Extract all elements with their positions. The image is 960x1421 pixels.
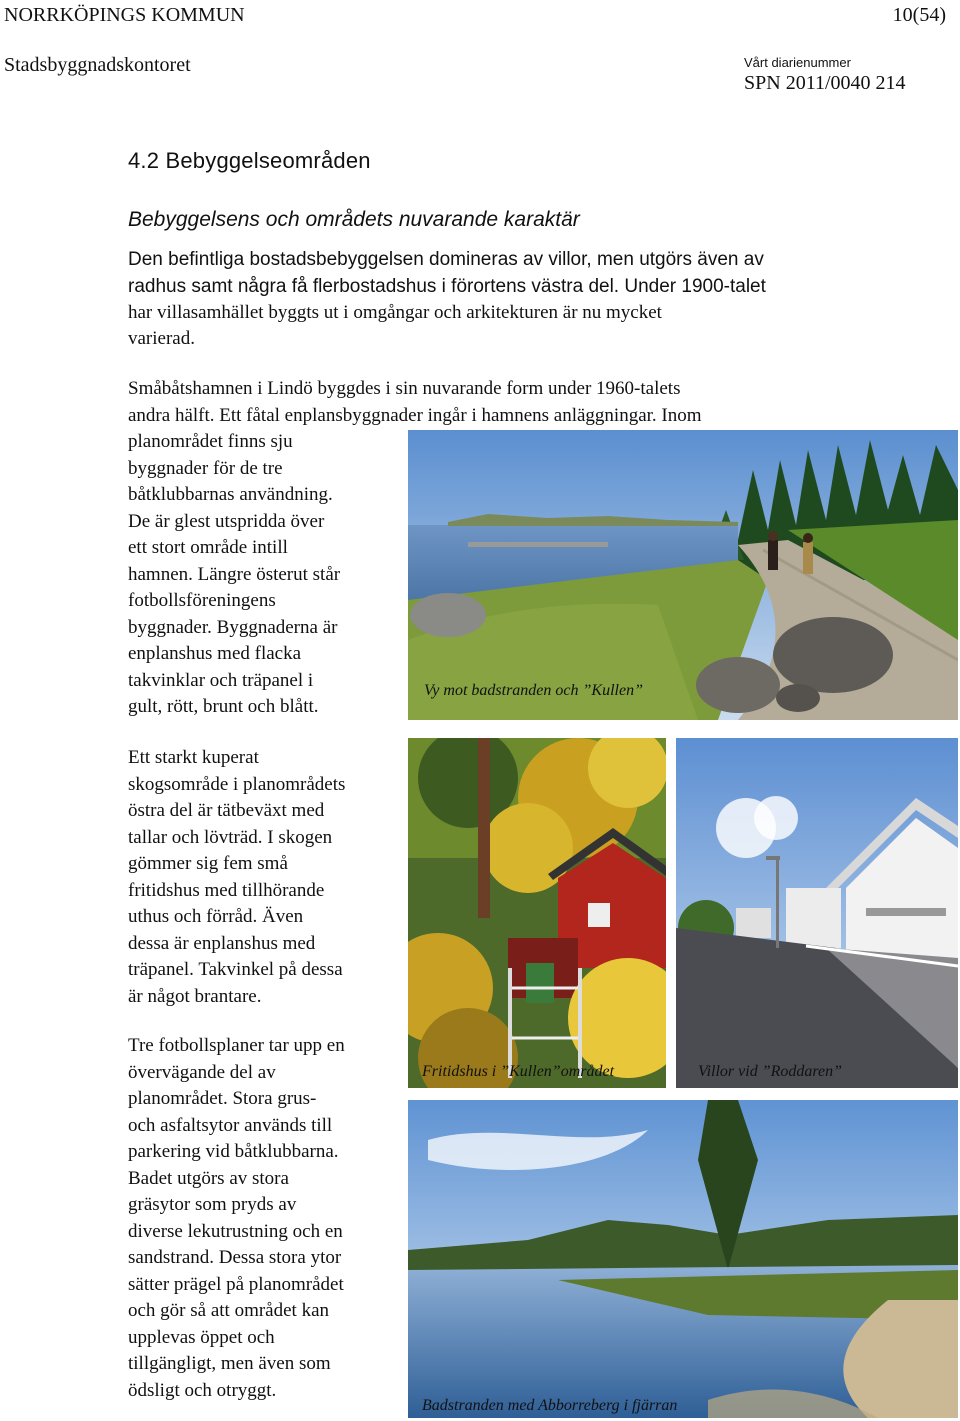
p3-line: träpanel. Takvinkel på dessa bbox=[128, 959, 343, 980]
villas-photo-caption: Villor vid ”Roddaren” bbox=[698, 1063, 842, 1080]
p3-line: uthus och förråd. Även bbox=[128, 906, 304, 927]
p2-line: Småbåtshamnen i Lindö byggdes i sin nuvarande form under 1960-talets bbox=[128, 378, 681, 399]
ref-label: Vårt diarienummer bbox=[744, 55, 851, 70]
p2-line: gult, rött, brunt och blått. bbox=[128, 696, 319, 717]
p3-line: gömmer sig fem små bbox=[128, 853, 288, 874]
p1-line: har villasamhället byggts ut i omgångar och arkitekturen är nu mycket bbox=[128, 301, 662, 323]
org-name: NORRKÖPINGS KOMMUN bbox=[4, 4, 245, 26]
p3-line: fritidshus med tillhörande bbox=[128, 879, 325, 901]
office-name: Stadsbyggnadskontoret bbox=[4, 54, 191, 76]
p3-line: skogsområde i planområdets bbox=[128, 773, 346, 795]
villas-illustration bbox=[676, 738, 958, 1088]
p2-line: hamnen. Längre österut står bbox=[128, 563, 341, 585]
p4-line: tillgängligt, men även som bbox=[128, 1353, 331, 1374]
p4-line: och asfaltsytor används till bbox=[128, 1114, 333, 1136]
cottage-photo bbox=[408, 738, 666, 1088]
p2-line: ett stort område intill bbox=[128, 537, 288, 558]
p2-line: De är glest utspridda över bbox=[128, 510, 325, 532]
p3-line: östra del är tätbeväxt med bbox=[128, 800, 325, 821]
p3-line: Ett starkt kuperat bbox=[128, 747, 259, 768]
cottage-illustration bbox=[408, 738, 666, 1088]
paragraph-3 bbox=[128, 745, 398, 1010]
p4-line: Badet utgörs av stora bbox=[128, 1167, 289, 1189]
p1-line: radhus samt några få flerbostadshus i förortens västra del. Under 1900-talet bbox=[128, 275, 766, 297]
p3-line: dessa är enplanshus med bbox=[128, 932, 316, 954]
p4-line: Tre fotbollsplaner tar upp en bbox=[128, 1035, 345, 1056]
p1-line: Den befintliga bostadsbebyggelsen domineras av villor, men utgörs även av bbox=[128, 249, 764, 270]
p2-line: andra hälft. Ett fåtal enplansbyggnader ingår i hamnens anläggningar. Inom bbox=[128, 404, 702, 426]
villas-photo bbox=[676, 738, 958, 1088]
p3-line: tallar och lövträd. I skogen bbox=[128, 826, 333, 848]
harbor-path-photo bbox=[408, 430, 958, 720]
beach-photo bbox=[408, 1100, 958, 1418]
paragraph-1-cont bbox=[128, 273, 848, 353]
p3-line: är något brantare. bbox=[128, 985, 262, 1007]
p4-line: och gör så att området kan bbox=[128, 1300, 330, 1321]
p4-line: diverse lekutrustning och en bbox=[128, 1220, 343, 1242]
paragraph-4 bbox=[128, 1033, 403, 1404]
harbor-photo-caption: Vy mot badstranden och ”Kullen” bbox=[424, 682, 643, 699]
ref-number: SPN 2011/0040 214 bbox=[744, 72, 906, 94]
p4-line: sätter prägel på planområdet bbox=[128, 1273, 344, 1295]
p4-line: ödsligt och otryggt. bbox=[128, 1379, 277, 1401]
p4-line: planområdet. Stora grus- bbox=[128, 1088, 317, 1109]
section-subtitle: Bebyggelsens och områdets nuvarande karaktär bbox=[128, 208, 580, 231]
beach-photo-caption: Badstranden med Abborreberg i fjärran bbox=[422, 1397, 678, 1414]
p4-line: upplevas öppet och bbox=[128, 1326, 275, 1348]
p4-line: sandstrand. Dessa stora ytor bbox=[128, 1247, 342, 1268]
p2-line: fotbollsföreningens bbox=[128, 590, 276, 611]
section-title: 4.2 Bebyggelseområden bbox=[128, 148, 371, 173]
p4-line: gräsytor som pryds av bbox=[128, 1194, 297, 1215]
p2-line: takvinklar och träpanel i bbox=[128, 669, 314, 691]
p2-line: byggnader. Byggnaderna är bbox=[128, 616, 338, 638]
p1-line: varierad. bbox=[128, 328, 195, 349]
p2-line: enplanshus med flacka bbox=[128, 643, 302, 664]
cottage-photo-caption: Fritidshus i ”Kullen”området bbox=[422, 1063, 615, 1080]
p2-line: planområdet finns sju bbox=[128, 431, 293, 452]
beach-illustration bbox=[408, 1100, 958, 1418]
page-number: 10(54) bbox=[892, 4, 946, 26]
p2-line: byggnader för de tre bbox=[128, 457, 283, 479]
harbor-path-illustration bbox=[408, 430, 958, 720]
p2-line: båtklubbarnas användning. bbox=[128, 484, 333, 505]
p4-line: övervägande del av bbox=[128, 1061, 276, 1083]
p4-line: parkering vid båtklubbarna. bbox=[128, 1141, 339, 1162]
